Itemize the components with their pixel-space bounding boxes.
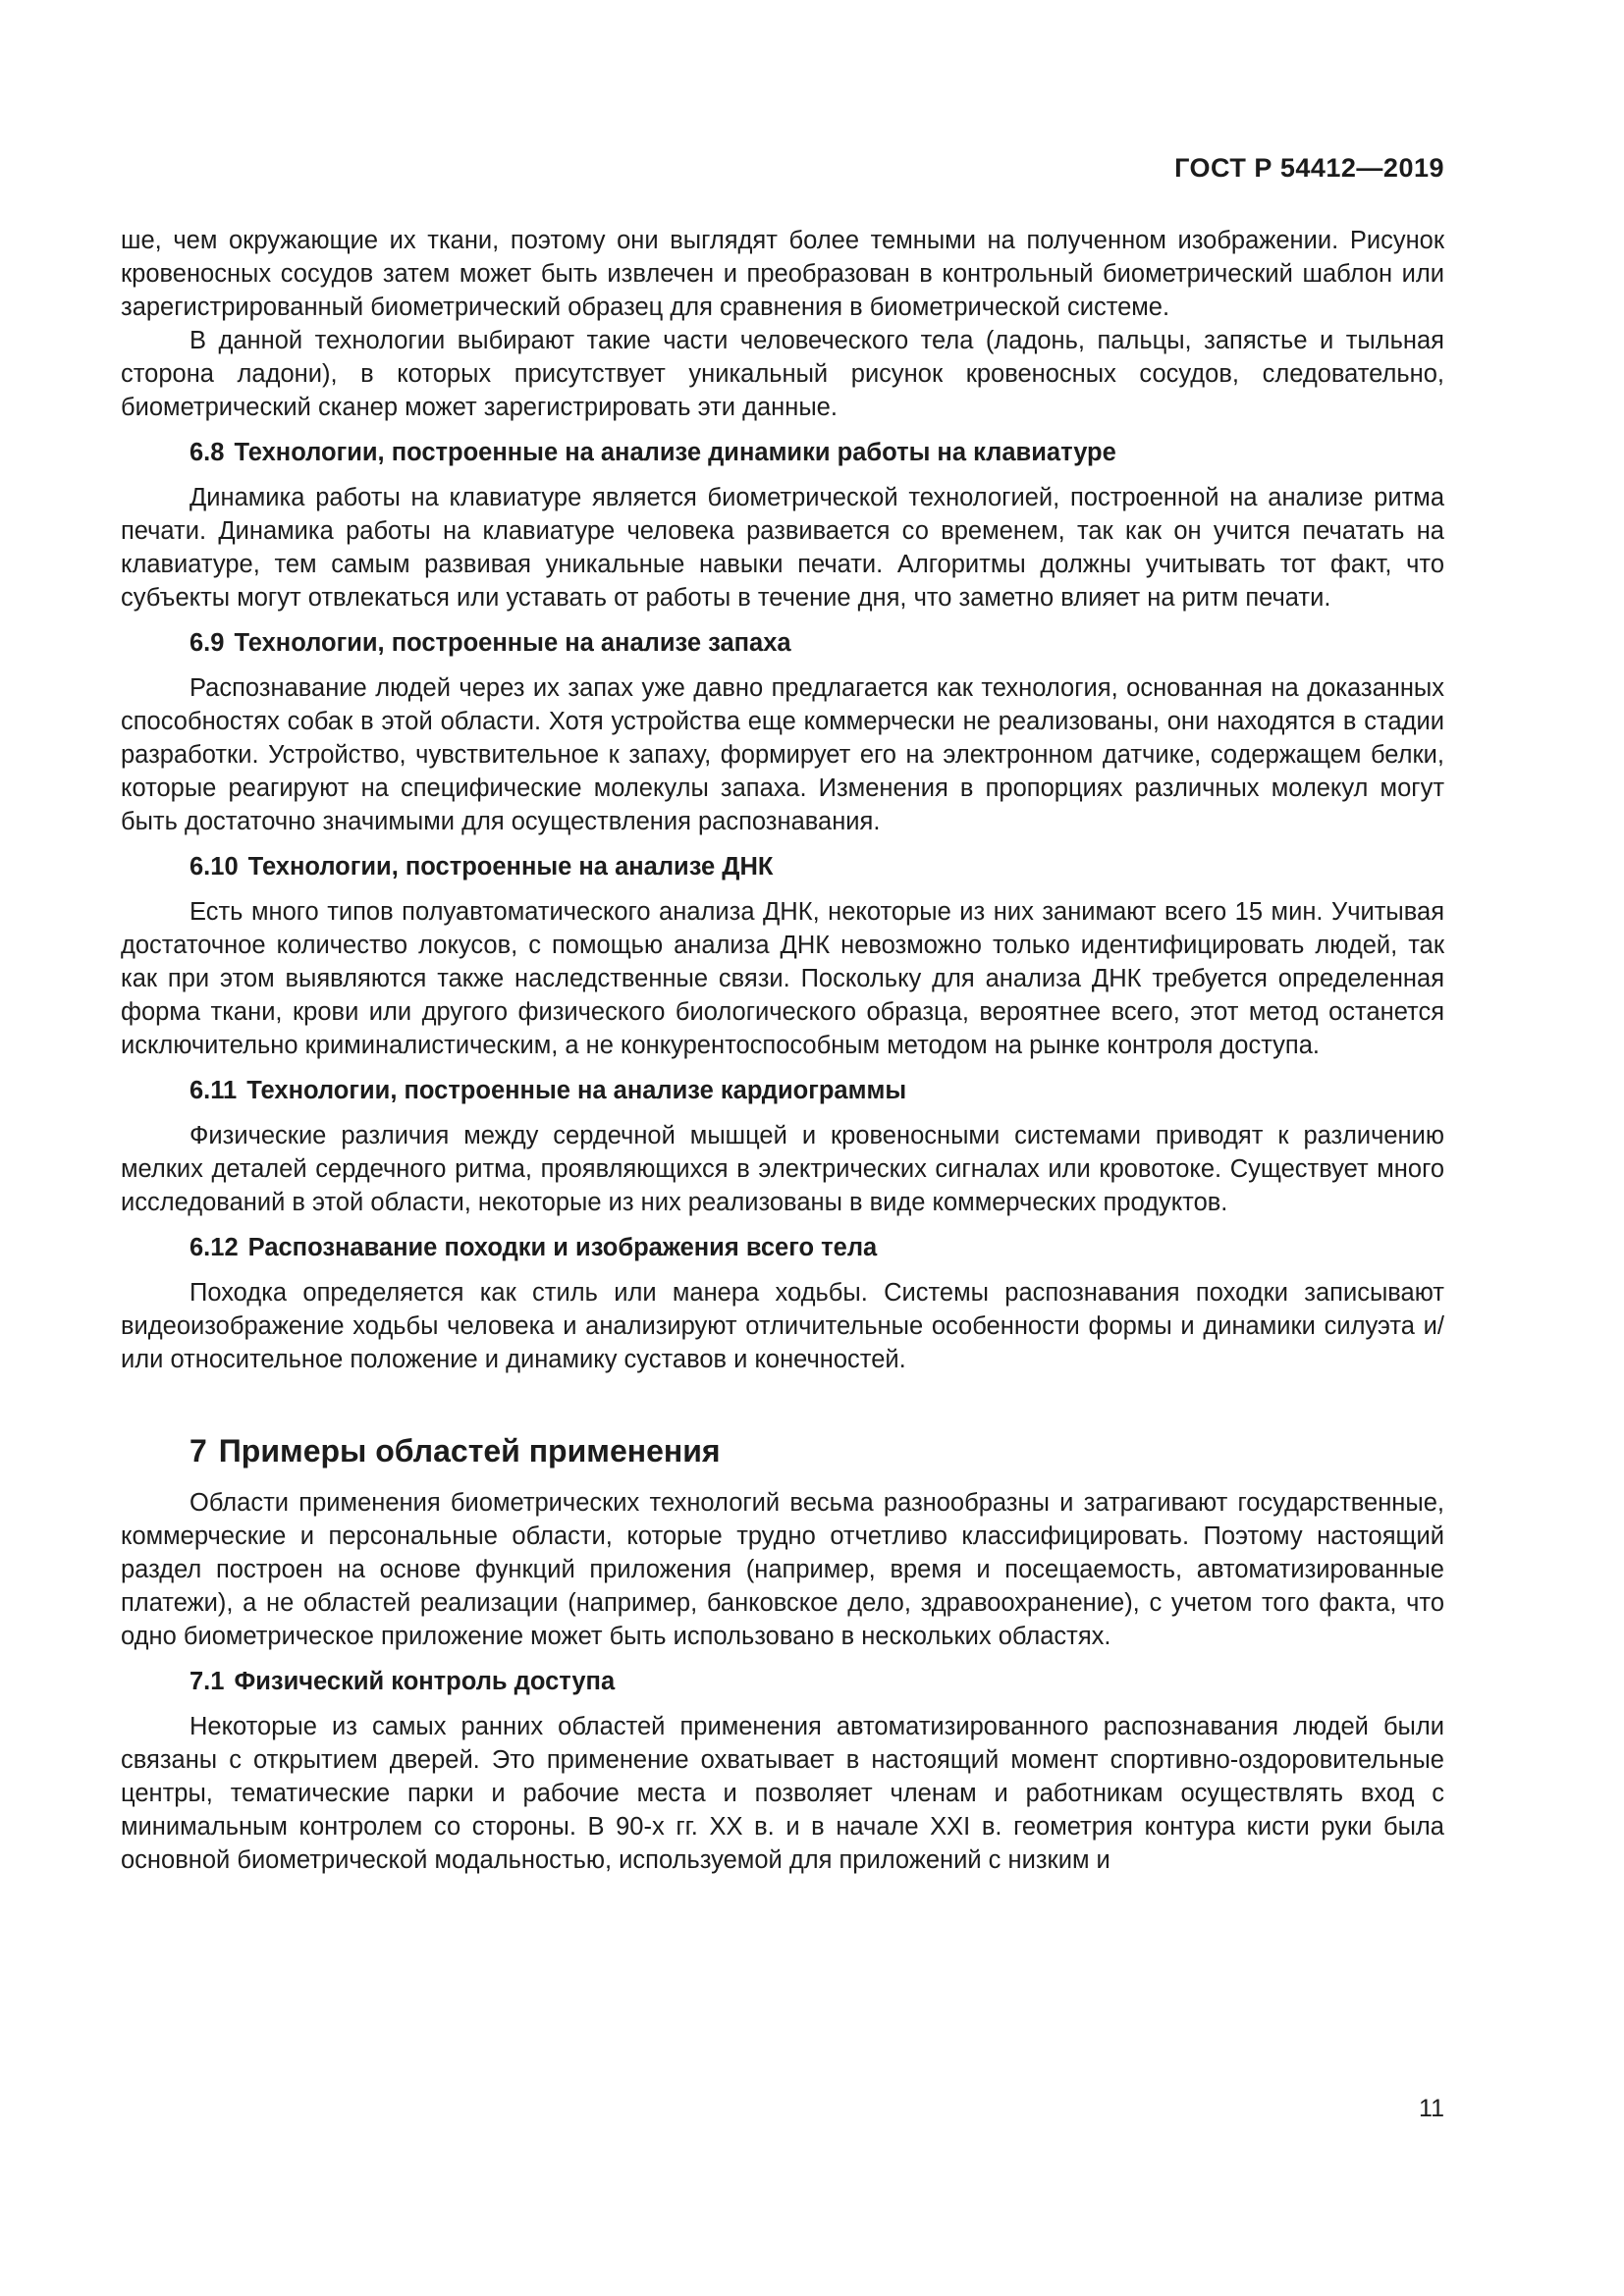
- subsection-number: 7.1: [189, 1668, 225, 1695]
- subsection-heading-6-12: [121, 1231, 1444, 1264]
- paragraph: Есть много типов полуавтоматического анализа ДНК, некоторые из них занимают всего 15 мин. Учитывая достаточное количество локусов, с помощью анализа ДНК невозможно только идентифицировать людей, так как при этом выявляются также наследственные связи. Поскольку для анализа ДНК требуется определенная форма ткани, крови или другого физического биологического образца, вероятнее всего, этот метод останется исключительно криминалистическим, а не конкурентоспособным методом на рынке контроля доступа.: [121, 898, 1444, 1059]
- section-number: 7: [189, 1433, 207, 1468]
- subsection-number: 6.8: [189, 439, 225, 466]
- subsection-heading-7-1: [121, 1665, 1444, 1698]
- subsection-title: Физический контроль доступа: [234, 1668, 616, 1695]
- paragraph: Физические различия между сердечной мышцей и кровеносными системами приводят к различению мелких деталей сердечного ритма, проявляющихся в электрических сигналах или кровотоке. Существует много исследований в этой области, некоторые из них реализованы в виде коммерческих продуктов.: [121, 1122, 1444, 1216]
- paragraph: Походка определяется как стиль или манера ходьбы. Системы распознавания походки записывают видеоизображение ходьбы человека и анализируют отличительные особенности формы и динамики силуэта и/или относительное положение и динамику суставов и конечностей.: [121, 1279, 1444, 1373]
- paragraph: Области применения биометрических технологий весьма разнообразны и затрагивают государственные, коммерческие и персональные области, которые трудно отчетливо классифицировать. Поэтому настоящий раздел построен на основе функций приложения (например, время и посещаемость, автоматизированные платежи), а не областей реализации (например, банковское дело, здравоохранение), с учетом того факта, что одно биометрическое приложение может быть использовано в нескольких областях.: [121, 1489, 1444, 1650]
- document-header-id: ГОСТ Р 54412—2019: [1174, 153, 1444, 183]
- subsection-title: Технологии, построенные на анализе ДНК: [247, 853, 774, 881]
- section-title: Примеры областей применения: [218, 1433, 721, 1468]
- subsection-heading-6-8: [121, 436, 1444, 469]
- subsection-number: 6.10: [189, 853, 239, 881]
- paragraph: Распознавание людей через их запах уже давно предлагается как технология, основанная на доказанных способностях собак в этой области. Хотя устройства еще коммерчески не реализованы, они находятся в стадии разработки. Устройство, чувствительное к запаху, формирует его на электронном датчике, содержащем белки, которые реагируют на специфические молекулы запаха. Изменения в пропорциях различных молекул могут быть достаточно значимыми для осуществления распознавания.: [121, 674, 1444, 835]
- paragraph: В данной технологии выбирают такие части человеческого тела (ладонь, пальцы, запястье и тыльная сторона ладони), в которых присутствует уникальный рисунок кровеносных сосудов, следовательно, биометрический сканер может зарегистрировать эти данные.: [121, 327, 1444, 421]
- subsection-number: 6.9: [189, 629, 225, 657]
- subsection-heading-6-11: [121, 1074, 1444, 1107]
- subsection-title: Распознавание походки и изображения всего тела: [247, 1234, 878, 1261]
- subsection-heading-6-10: [121, 850, 1444, 883]
- subsection-number: 6.12: [189, 1234, 239, 1261]
- page-number: 11: [1419, 2095, 1444, 2122]
- section-heading-7: [121, 1431, 1444, 1470]
- paragraph: Динамика работы на клавиатуре является биометрической технологией, построенной на анализе ритма печати. Динамика работы на клавиатуре человека развивается со временем, так как он учится печатать на клавиатуре, тем самым развивая уникальные навыки печати. Алгоритмы должны учитывать тот факт, что субъекты могут отвлекаться или уставать от работы в течение дня, что заметно влияет на ритм печати.: [121, 484, 1444, 612]
- subsection-title: Технологии, построенные на анализе запаха: [234, 629, 791, 657]
- paragraph: Некоторые из самых ранних областей применения автоматизированного распознавания людей были связаны с открытием дверей. Это применение охватывает в настоящий момент спортивно-оздоровительные центры, тематические парки и рабочие места и позволяет членам и работникам осуществлять вход с минимальным контролем со стороны. В 90-х гг. XX в. и в начале XXI в. геометрия контура кисти руки была основной биометрической модальностью, используемой для приложений с низким и: [121, 1713, 1444, 1874]
- subsection-title: Технологии, построенные на анализе динамики работы на клавиатуре: [234, 439, 1116, 466]
- document-body: [121, 224, 1444, 1889]
- subsection-number: 6.11: [189, 1077, 238, 1104]
- subsection-title: Технологии, построенные на анализе кардиограммы: [246, 1077, 907, 1104]
- subsection-heading-6-9: [121, 626, 1444, 660]
- paragraph: ше, чем окружающие их ткани, поэтому они выглядят более темными на полученном изображении. Рисунок кровеносных сосудов затем может быть извлечен и преобразован в контрольный биометрический шаблон или зарегистрированный биометрический образец для сравнения в биометрической системе.: [121, 227, 1444, 321]
